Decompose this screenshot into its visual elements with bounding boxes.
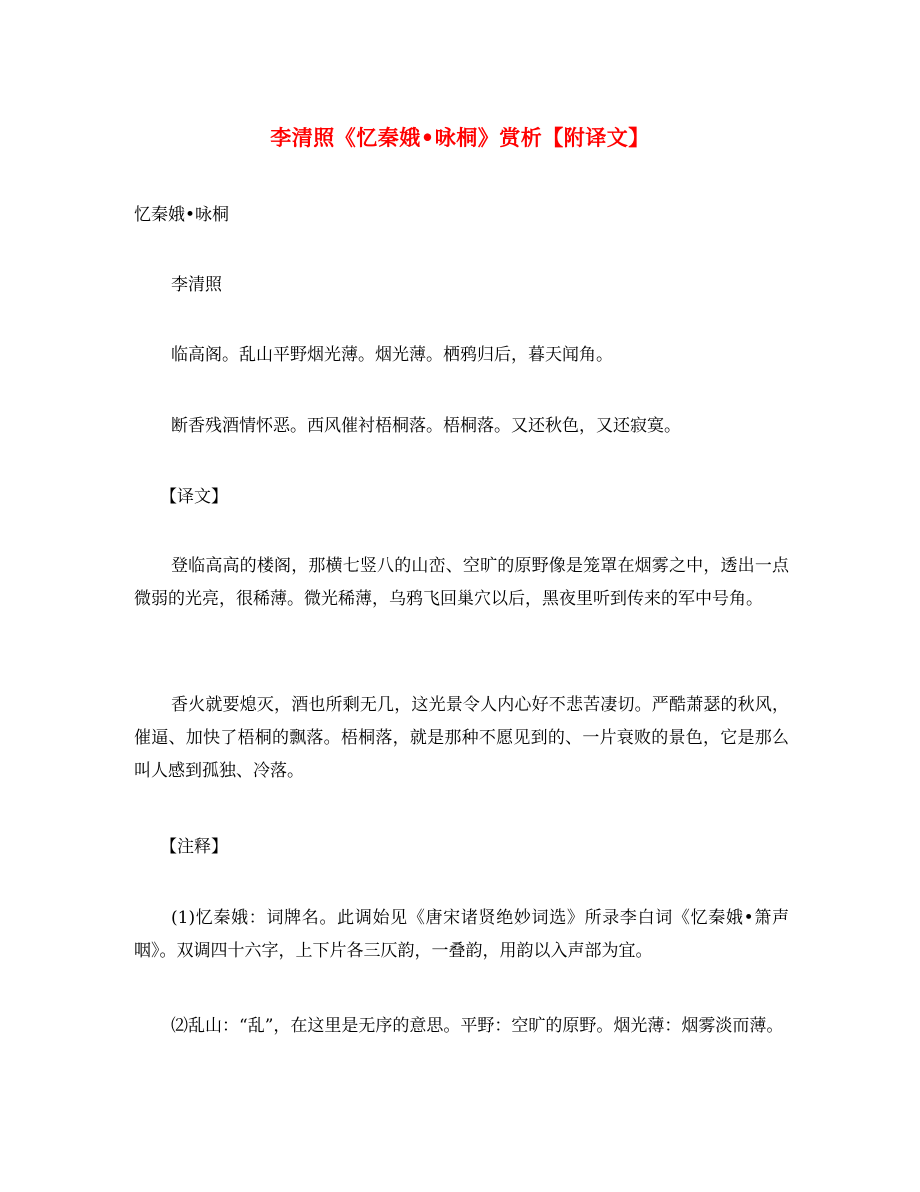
document-title: 李清照《忆秦娥•咏桐》赏析【附译文】 xyxy=(270,125,650,150)
notes-heading: 【注释】 xyxy=(160,837,228,857)
translation-heading: 【译文】 xyxy=(160,487,228,507)
poem-line: 临高阁。乱山平野烟光薄。烟光薄。栖鸦归后，暮天闻角。 xyxy=(171,345,613,365)
poem-line: 断香残酒情怀恶。西风催衬梧桐落。梧桐落。又还秋色，又还寂寞。 xyxy=(171,416,681,436)
translation-paragraph: 香火就要熄灭，酒也所剩无几，这光景令人内心好不悲苦凄切。严酷萧瑟的秋风，催逼、加快了梧桐的飘落。梧桐落，就是那种不愿见到的、一片衰败的景色，它是那么叫人感到孤独、冷落。 xyxy=(134,695,789,781)
poem-author: 李清照 xyxy=(171,275,222,295)
note-item: (1)忆秦娥：词牌名。此调始见《唐宋诸贤绝妙词选》所录李白词《忆秦娥•箫声咽》。双调四十六字，上下片各三仄韵，一叠韵，用韵以入声部为宜。 xyxy=(134,908,789,961)
translation-paragraph: 登临高高的楼阁，那横七竖八的山峦、空旷的原野像是笼罩在烟雾之中，透出一点微弱的光亮，很稀薄。微光稀薄，乌鸦飞回巢穴以后，黑夜里听到传来的军中号角。 xyxy=(134,556,789,609)
poem-title: 忆秦娥•咏桐 xyxy=(134,205,230,225)
note-item: ⑵乱山：“乱”，在这里是无序的意思。平野：空旷的原野。烟光薄：烟雾淡而薄。 xyxy=(171,1016,784,1036)
